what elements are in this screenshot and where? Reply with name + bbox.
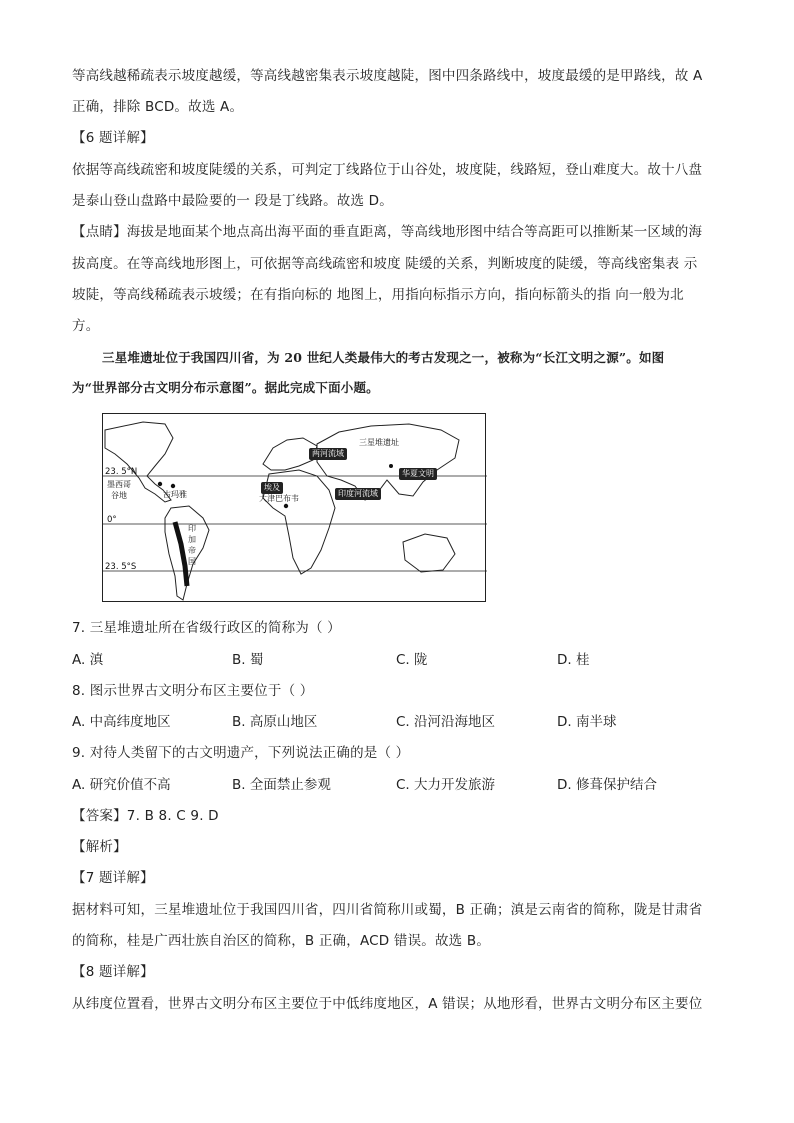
paragraph-line: 从纬度位置看，世界古文明分布区主要位于中低纬度地区，A 错误；从地形看，世界古文明分布区主要位: [72, 996, 703, 1012]
option-q9-d: D. 修葺保护结合: [557, 777, 657, 793]
egypt-label: 埃及: [261, 482, 283, 494]
section-heading-8: 【8 题详解】: [72, 964, 154, 980]
inca-label-1: 印: [188, 524, 196, 533]
answer-line: 【答案】7. B 8. C 9. D: [72, 808, 219, 824]
material-intro: 三星堆遗址位于我国四川省，为 20 世纪人类最伟大的考古发现之一，被称为“长江文明之源”。如图: [102, 350, 665, 365]
inca-label-4: 国: [188, 557, 196, 566]
section-heading-7: 【7 题详解】: [72, 870, 154, 886]
option-q8-a: A. 中高纬度地区: [72, 714, 171, 730]
material-intro: 为“世界部分古文明分布示意图”。据此完成下面小题。: [72, 380, 379, 395]
zimbabwe-label: 大津巴布韦: [259, 494, 299, 503]
map-drawing: [103, 414, 487, 603]
maya-label: 古玛雅: [163, 490, 187, 499]
latitude-south-label: 23. 5°S: [105, 562, 137, 572]
option-q7-c: C. 陇: [396, 652, 428, 668]
question-8: 8. 图示世界古文明分布区主要位于（ ）: [72, 683, 314, 699]
option-q8-c: C. 沿河沿海地区: [396, 714, 496, 730]
option-q9-a: A. 研究价值不高: [72, 777, 171, 793]
paragraph-line: 拔高度。在等高线地形图上，可依据等高线疏密和坡度 陡缓的关系，判断坡度的陡缓，等高线密集表 示: [72, 256, 698, 272]
option-q8-d: D. 南半球: [557, 714, 617, 730]
indus-label: 印度河流域: [335, 488, 381, 500]
inca-label-3: 帝: [188, 546, 196, 555]
paragraph-line: 依据等高线疏密和坡度陡缓的关系，可判定丁线路位于山谷处，坡度陡，线路短，登山难度大。故十八盘: [72, 162, 703, 178]
option-q9-c: C. 大力开发旅游: [396, 777, 496, 793]
option-q7-b: B. 蜀: [232, 652, 264, 668]
equator-label: 0°: [107, 515, 117, 525]
mesopotamia-label: 两河流域: [309, 448, 347, 460]
sanxingdui-label: 三星堆遗址: [359, 438, 399, 447]
option-q7-a: A. 滇: [72, 652, 104, 668]
world-civilization-map: [102, 413, 486, 602]
option-q8-b: B. 高原山地区: [232, 714, 318, 730]
tip-paragraph: 【点睛】海拔是地面某个地点高出海平面的垂直距离，等高线地形图中结合等高距可以推断某一区域的海: [72, 224, 703, 240]
option-q9-b: B. 全面禁止参观: [232, 777, 331, 793]
huaxia-label: 华夏文明: [399, 468, 437, 480]
mexico-valley-label: 墨西哥: [107, 480, 131, 489]
paragraph-line: 正确，排除 BCD。故选 A。: [72, 99, 244, 115]
latitude-north-label: 23. 5°N: [105, 467, 138, 477]
paragraph-line: 坡陡，等高线稀疏表示坡缓；在有指向标的 地图上，用指向标指示方向，指向标箭头的指 向一般为北: [72, 287, 684, 303]
inca-label-2: 加: [188, 535, 196, 544]
paragraph-line: 的简称，桂是广西壮族自治区的简称，B 正确，ACD 错误。故选 B。: [72, 933, 491, 949]
question-9: 9. 对待人类留下的古文明遗产，下列说法正确的是（ ）: [72, 745, 410, 761]
paragraph-line: 等高线越稀疏表示坡度越缓，等高线越密集表示坡度越陡，图中四条路线中，坡度最缓的是甲路线，故 A: [72, 68, 703, 84]
paragraph-line: 是泰山登山盘路中最险要的一 段是丁线路。故选 D。: [72, 193, 393, 209]
question-7: 7. 三星堆遗址所在省级行政区的简称为（ ）: [72, 620, 341, 636]
analysis-heading: 【解析】: [72, 839, 127, 855]
option-q7-d: D. 桂: [557, 652, 590, 668]
mexico-valley-label-2: 谷地: [111, 491, 127, 500]
paragraph-line: 据材料可知，三星堆遗址位于我国四川省，四川省简称川或蜀，B 正确；滇是云南省的简称，陇是甘肃省: [72, 902, 703, 918]
paragraph-line: 方。: [72, 318, 100, 334]
section-heading-6: 【6 题详解】: [72, 130, 154, 146]
